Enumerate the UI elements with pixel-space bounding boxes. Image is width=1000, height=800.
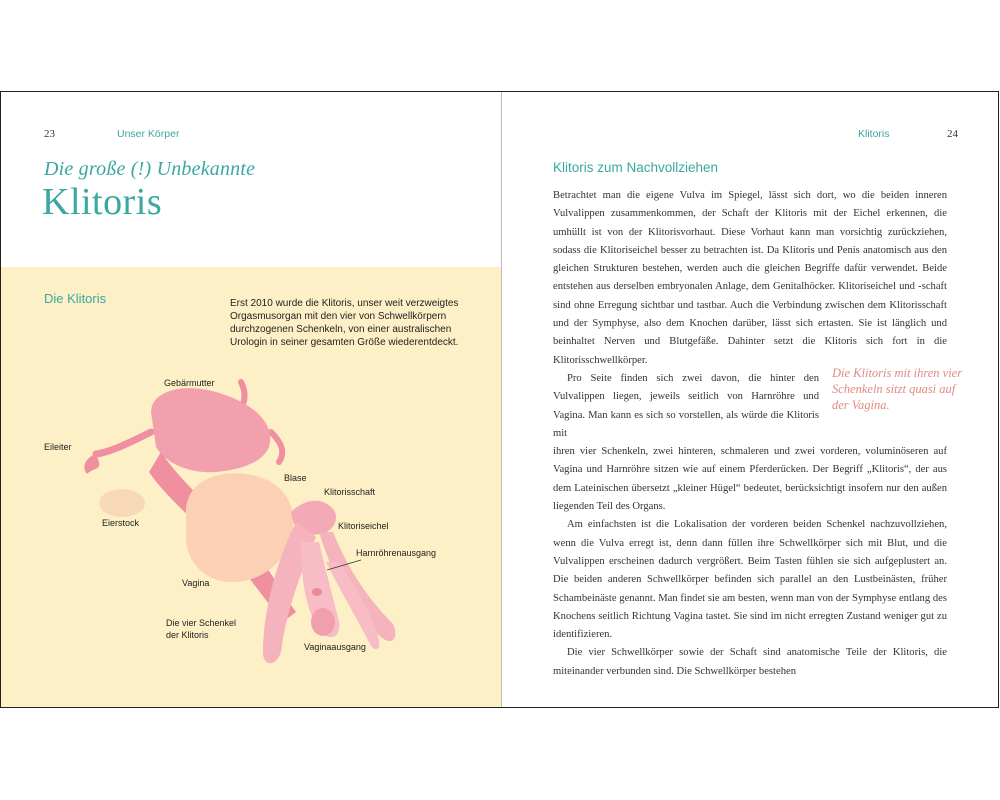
panel-intro: Erst 2010 wurde die Klitoris, unser weit verzweigtes Orgasmusorgan mit den vier von Schwellkörpern durchzogenen Schenkeln, von einer australischen Urologin in seiner gesamten Größe wiederentdeckt. bbox=[230, 298, 459, 348]
left-page bbox=[1, 92, 501, 707]
bladder bbox=[186, 473, 293, 582]
left-tube bbox=[96, 432, 151, 454]
body-text bbox=[553, 187, 947, 681]
book-spread bbox=[0, 91, 999, 708]
label-harnroehrenausgang: Harnröhrenausgang bbox=[356, 548, 437, 558]
running-head-right: Klitoris bbox=[858, 128, 890, 140]
right-tube bbox=[271, 432, 282, 462]
section-heading: Klitoris zum Nachvollziehen bbox=[553, 160, 719, 175]
label-schenkel-line1: Die vier Schenkel bbox=[166, 618, 237, 628]
running-head-left: Unser Körper bbox=[117, 128, 180, 140]
label-eierstock: Eierstock bbox=[102, 518, 140, 528]
page-number-left: 23 bbox=[44, 128, 55, 140]
paragraph-2-wide: ihren vier Schenkeln, zwei hinteren, schmaleren und zwei vorderen, voluminöseren auf Vagina und Harnröhre sitzen wie auf einem Pferderücken. Der Begriff „Klitoris“, der aus dem Lateinischen übersetzt „kleiner Hügel“ bedeutet, berücksichtigt insofern nur den außen liegenden Teil des Organs. bbox=[553, 446, 947, 513]
label-eileiter: Eileiter bbox=[44, 442, 72, 452]
label-schenkel-line2: der Klitoris bbox=[166, 630, 209, 640]
label-blase: Blase bbox=[284, 473, 307, 483]
uterus bbox=[151, 388, 270, 472]
paragraph-4: Die vier Schwellkörper sowie der Schaft sind anatomische Teile der Klitoris, die miteinander verbunden sind. Die Schwellkörper bestehen bbox=[553, 647, 947, 677]
pull-quote: Die Klitoris mit ihren vier Schenkeln sitzt quasi auf der Vagina. bbox=[832, 366, 963, 412]
label-gebaermutter: Gebärmutter bbox=[164, 378, 215, 388]
right-page bbox=[502, 92, 999, 707]
paragraph-3: Am einfachsten ist die Lokalisation der vorderen beiden Schenkel nachzuvollziehen, wenn die Vulva erregt ist, denn dann füllen ihre Schwellkörper sich mit Blut, und die Vulvalippen erscheinen dadurch vergrößert. Beim Tasten fühlen sie sich aufgeplustert an. Die beiden anderen Schwellkörper befinden sich parallel an den Lustbeinästen, früher Schambeinäste genannt. Man findet sie am besten, wenn man von der Symphyse entlang des Knochens seitlich Richtung Vagina tastet. Sie sind im nicht erregten Zustand weniger gut zu identifizieren. bbox=[553, 519, 947, 641]
ovary bbox=[99, 489, 145, 517]
label-klitoriseichel: Klitoriseichel bbox=[338, 521, 389, 531]
page-number-right: 24 bbox=[947, 128, 958, 140]
label-vaginaausgang: Vaginaausgang bbox=[304, 642, 366, 652]
chapter-kicker: Die große (!) Unbekannte bbox=[44, 158, 256, 180]
anatomy-illustration bbox=[1, 92, 501, 707]
paragraph-1: Betrachtet man die eigene Vulva im Spiegel, lässt sich dort, wo die beiden inneren Vulvalippen zusammenkommen, der Schaft der Klitoris mit der Eichel erkennen, die umhüllt ist von der Klitorisvorhaut. Diese Vorhaut kann man vorsichtig zurückziehen, sodass die Klitoriseichel besser zu betrachten ist. Da Klitoris und Penis anatomisch aus den gleichen Strukturen bestehen, werden auch die gleichen Begriffe dafür verwendet. Beide entstehen aus derselben embryonalen Anlage, dem Genitalhöcker. Klitoriseichel und -schaft sind ohne Erregung sichtbar und tastbar. Auch die Verbindung zwischen dem Klitorisschaft und der Symphyse, also dem Knochen darüber, lässt sich ertasten. Sie ist länglich und beinhaltet Nerven und Blutgefäße. Dahinter setzt die Klitoris sich fort in die Klitorisschwellkörper. bbox=[553, 190, 947, 366]
vaginal-opening bbox=[311, 608, 335, 636]
chapter-title: Klitoris bbox=[42, 181, 163, 223]
label-vagina: Vagina bbox=[182, 578, 210, 588]
paragraph-2-narrow: Pro Seite finden sich zwei davon, die hinter den Vulvalippen liegen, jeweils seitlich von Harnröhre und Vagina. Man kann es sich so vorstellen, als würde die Klitoris mit bbox=[553, 372, 819, 439]
urethra-opening bbox=[312, 588, 322, 596]
panel-heading: Die Klitoris bbox=[44, 291, 107, 306]
left-fimbria bbox=[84, 454, 99, 474]
label-klitorisschaft: Klitorisschaft bbox=[324, 487, 376, 497]
